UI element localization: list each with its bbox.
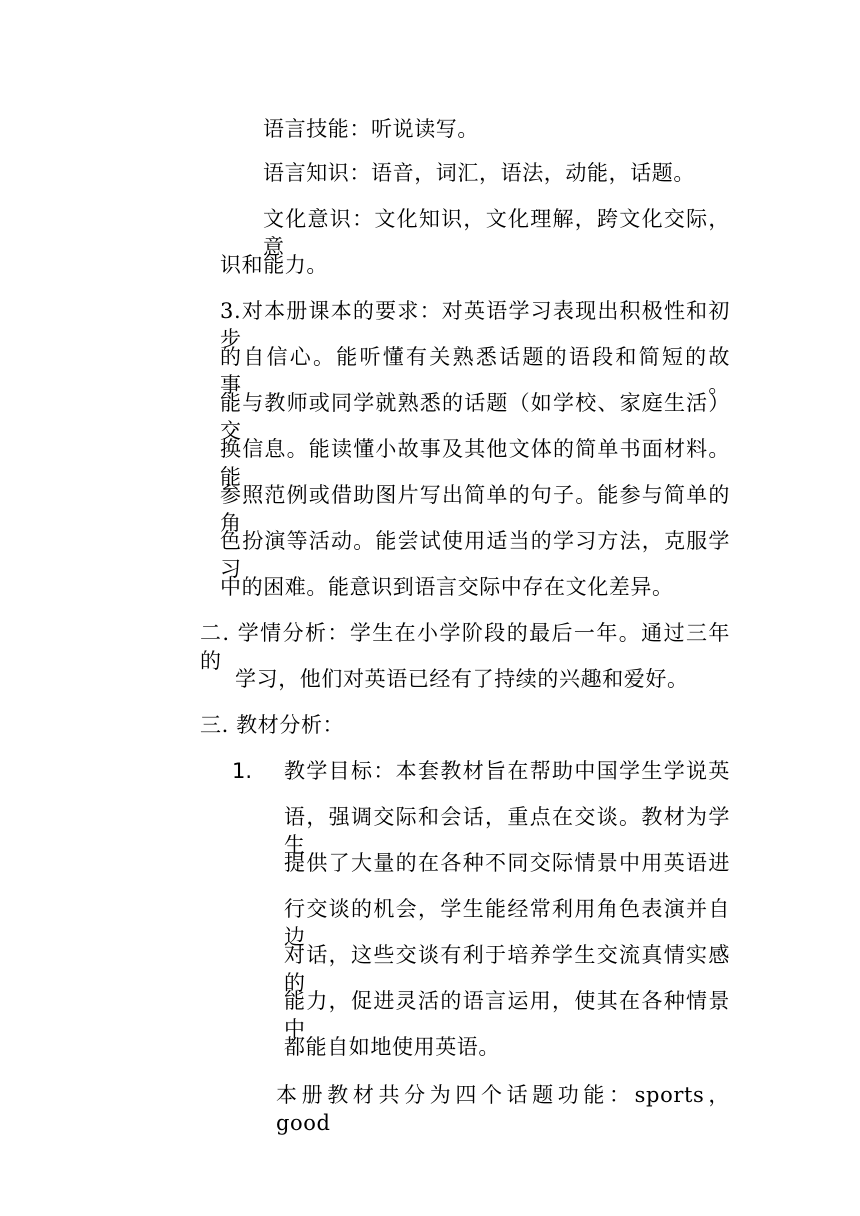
section-heading-textbook-analysis: 三. 教材分析： (200, 713, 345, 737)
paragraph-line-topic-functions: 本册教材共分为四个话题功能：sports， good (276, 1083, 730, 1135)
paragraph-line-requirements-6: 色扮演等活动。能尝试使用适当的学习方法，克服学习 (220, 529, 730, 581)
paragraph-line-requirements-1: 3.对本册课本的要求：对英语学习表现出积极性和初步 (220, 299, 730, 351)
list-item-teaching-goals-7: 都能自如地使用英语。 (284, 1035, 500, 1059)
paragraph-line-requirements-3: 能与教师或同学就熟悉的话题（如学校、家庭生活）交 (220, 391, 730, 443)
list-item-teaching-goals-6: 能力，促进灵活的语言运用，使其在各种情景中 (284, 989, 730, 1041)
paragraph-line-cultural-awareness: 文化意识：文化知识，文化理解，跨文化交际，意 (263, 207, 730, 259)
list-item-teaching-goals-5: 对话，这些交谈有利于培养学生交流真情实感的 (284, 943, 730, 995)
paragraph-line-requirements-2: 的自信心。能听懂有关熟悉话题的语段和简短的故事。 (220, 345, 730, 397)
section-heading-student-analysis: 二. 学情分析：学生在小学阶段的最后一年。通过三年的 (200, 621, 730, 673)
paragraph-line-requirements-5: 参照范例或借助图片写出简单的句子。能参与简单的角 (220, 483, 730, 535)
paragraph-line-language-knowledge: 语言知识：语音，词汇，语法，动能，话题。 (263, 161, 695, 185)
list-item-teaching-goals-1: 教学目标：本套教材旨在帮助中国学生学说英 (284, 759, 730, 783)
paragraph-line-requirements-4: 换信息。能读懂小故事及其他文体的简单书面材料。能 (220, 437, 730, 489)
paragraph-line-student-analysis-cont: 学习，他们对英语已经有了持续的兴趣和爱好。 (235, 667, 689, 691)
list-item-teaching-goals-2: 语，强调交际和会话，重点在交谈。教材为学生 (284, 805, 730, 857)
list-item-teaching-goals-3: 提供了大量的在各种不同交际情景中用英语进 (284, 851, 730, 875)
paragraph-line-language-skills: 语言技能：听说读写。 (263, 117, 479, 141)
list-item-teaching-goals-4: 行交谈的机会，学生能经常利用角色表演并自边 (284, 897, 730, 949)
paragraph-line-cultural-awareness-cont: 识和能力。 (220, 253, 328, 277)
paragraph-line-requirements-7: 中的困难。能意识到语言交际中存在文化差异。 (220, 575, 674, 599)
list-item-number: 1. (232, 759, 253, 783)
